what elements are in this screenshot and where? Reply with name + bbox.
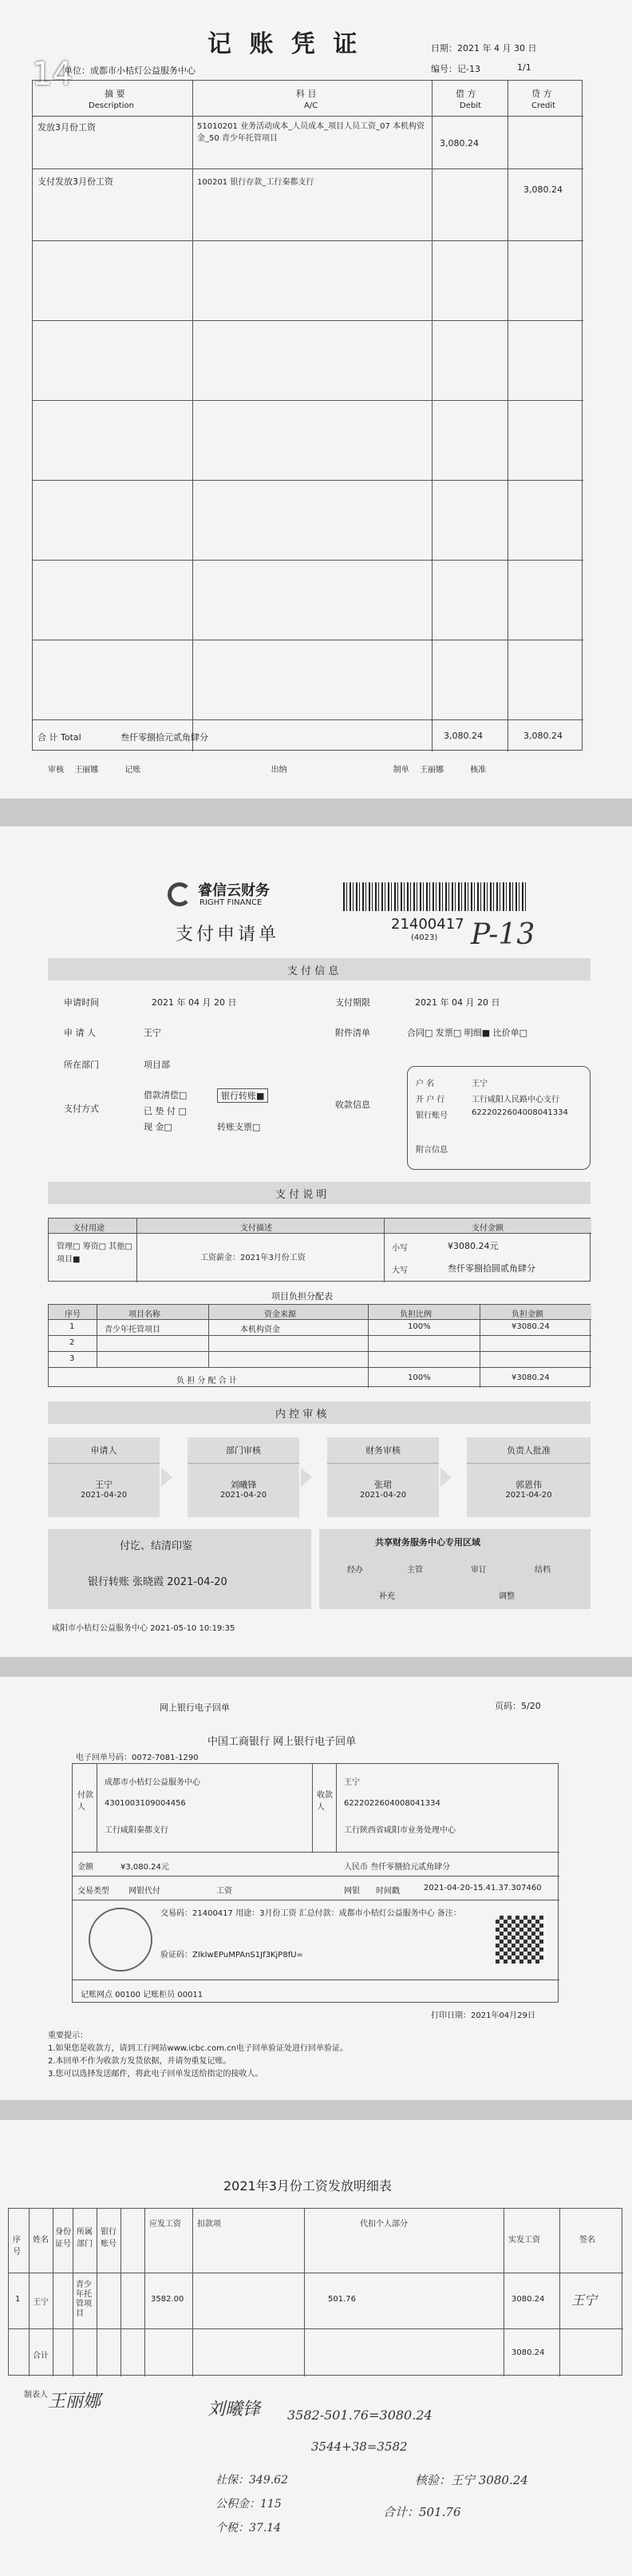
voucher-date: 日期：2021 年 4 月 30 日 (431, 43, 537, 54)
type-label: 交易类型 (77, 1887, 109, 1896)
note-item: 1.如果您是收款方，请到工行网站www.icbc.com.cn电子回单验证处进行回单验证。 (48, 2044, 349, 2053)
voucher-row-desc: 发放3月份工资 (38, 122, 96, 133)
col-credit-en: Credit (531, 101, 556, 110)
stage-date: 2021-04-20 (359, 1491, 407, 1500)
voucher-title: 记 账 凭 证 (207, 30, 362, 58)
payer-account: 4301003109004456 (105, 1799, 186, 1808)
total-net: 3080.24 (512, 2348, 545, 2357)
row-gross: 3582.00 (151, 2295, 184, 2304)
channel: 网银 (344, 1887, 360, 1896)
form-footer: 咸阳市小桔灯公益服务中心 2021-05-10 10:19:35 (52, 1624, 235, 1633)
payee-name-label: 户 名 (416, 1080, 435, 1088)
small-amount: ¥3080.24元 (448, 1241, 499, 1251)
stage-date: 2021-04-20 (219, 1491, 267, 1500)
payee-name: 王宁 (472, 1080, 488, 1088)
small-label: 小写 (392, 1244, 408, 1253)
applicant-label: 申 请 人 (64, 1028, 96, 1038)
pay-method-1: 借款清偿□ (144, 1090, 188, 1100)
receipt-no: 电子回单号码：0072-7081-1290 (76, 1754, 199, 1762)
hand-note: 核验：王宁 3080.24 (415, 2473, 528, 2487)
accounting-voucher (0, 0, 632, 799)
alloc-header-source: 资金来源 (264, 1310, 296, 1319)
time-label: 时间戳 (376, 1887, 400, 1896)
barcode-sub: (4023) (411, 933, 438, 942)
pay-method-4: 银行转账■ (217, 1088, 268, 1103)
header-deduct: 扣款项 (197, 2220, 221, 2229)
voucher-org: 单位：成都市小桔灯公益服务中心 (64, 65, 196, 76)
alloc-total-label: 负 担 分 配 合 计 (176, 1377, 237, 1385)
col-debit-en: Debit (460, 101, 481, 110)
shared-item: 调整 (499, 1592, 515, 1601)
receipt-verify: 验证码：ZIkIwEPuMPAnS1Jf3KjP8fU= (160, 1951, 303, 1960)
payee-bank: 工行咸阳人民路中心支行 (472, 1096, 559, 1104)
attachment-label: 附件清单 (335, 1028, 370, 1038)
shared-item: 结档 (535, 1566, 551, 1575)
payee-label: 收款信息 (335, 1100, 370, 1110)
alloc-row-no: 2 (69, 1338, 75, 1347)
header-account: 银行账号 (101, 2228, 117, 2249)
cashier-label: 出纳 (271, 766, 287, 775)
stage-title: 申请人 (48, 1437, 160, 1464)
alloc-row-amount: ¥3080.24 (512, 1322, 550, 1331)
header-no: 序号 (13, 2236, 21, 2257)
bank-receipt (0, 1677, 632, 2100)
barcode (343, 882, 527, 911)
desc-label: 支付描述 (240, 1224, 272, 1233)
type: 网银代付 (128, 1887, 160, 1896)
stage-approver (467, 1437, 591, 1517)
flow-arrow-icon (301, 1468, 312, 1487)
salary-table (8, 2208, 622, 2376)
pay-method-label: 支付方式 (64, 1104, 99, 1114)
col-credit: 贷 方 (531, 89, 552, 99)
voucher-row-debit: 3,080.24 (440, 138, 479, 149)
row-net: 3080.24 (512, 2295, 545, 2304)
bookkeeper-label: 记账 (124, 766, 141, 775)
payer-bank: 工行咸阳秦都支行 (105, 1826, 168, 1835)
alloc-row-name: 青少年托管项目 (105, 1326, 160, 1334)
stage-finance-review (327, 1437, 439, 1517)
col-debit: 借 方 (456, 89, 476, 99)
receipt-table (72, 1763, 559, 2003)
payee-account: 6222022604008041334 (344, 1799, 440, 1808)
voucher-row-account: 100201 银行存款_工行秦都支行 (197, 178, 314, 187)
big-amount: 叁仟零捌拾圆贰角肆分 (448, 1263, 535, 1274)
applicant: 王宁 (144, 1028, 161, 1038)
flow-arrow-icon (440, 1468, 452, 1487)
col-desc-en: Description (89, 101, 134, 110)
purposes: 管理□ 筹资□ 其他□ 项目■ (57, 1242, 132, 1264)
pay-desc-table (48, 1218, 591, 1282)
col-acct-en: A/C (304, 101, 318, 110)
purpose-label: 支付用途 (73, 1224, 105, 1233)
pay-deadline-label: 支付期限 (335, 997, 370, 1008)
notes-title: 重要提示： (48, 2031, 88, 2040)
brand-name: 睿信云财务 (198, 882, 270, 899)
alloc-table (48, 1304, 591, 1387)
alloc-total-amount: ¥3080.24 (512, 1373, 550, 1382)
maker-label: 制单 (393, 766, 409, 775)
maker-name: 王丽娜 (419, 766, 444, 775)
payer-name: 成都市小桔灯公益服务中心 (105, 1778, 200, 1787)
pay-method-3: 现 金□ (144, 1122, 172, 1132)
alloc-row-no: 1 (69, 1322, 75, 1331)
header-dept: 所属部门 (77, 2228, 93, 2249)
pay-deadline: 2021 年 04 月 20 日 (415, 997, 500, 1008)
payee-account: 6222022604008041334 (472, 1108, 568, 1117)
alloc-header-amount: 负担金额 (512, 1310, 543, 1319)
shared-item: 补充 (379, 1592, 395, 1601)
bank-seal (89, 1908, 152, 1972)
row-no: 1 (15, 2295, 21, 2304)
auditor-name: 王丽娜 (74, 766, 99, 775)
shared-item: 经办 (347, 1566, 363, 1575)
section-pay-info-title: 支 付 信 息 (287, 965, 339, 977)
total-credit: 3,080.24 (523, 731, 563, 741)
signature-label: 制表人 (24, 2391, 48, 2400)
stage-name: 郭恩伟 (515, 1480, 542, 1490)
receipt-detail: 交易码：21400417 用途：3月份工资 汇总付款：成都市小桔灯公益服务中心 备注： (160, 1909, 461, 1918)
receipt-page-no: 页码：5/20 (495, 1701, 541, 1711)
reviewer-signature: 刘曦锋 (207, 2400, 261, 2419)
alloc-header-ratio: 负担比例 (400, 1310, 432, 1319)
apply-time-label: 申请时间 (64, 997, 99, 1008)
dept: 项目部 (144, 1060, 170, 1070)
form-title: 支付申请单 (176, 925, 280, 945)
stage-applicant (48, 1437, 160, 1517)
pay-method-5: 转账支票□ (217, 1122, 261, 1132)
pay-method-2: 已 垫 付 □ (144, 1106, 187, 1116)
alloc-total-ratio: 100% (408, 1373, 431, 1382)
header-personal: 代扣个人部分 (360, 2220, 408, 2229)
header-name: 姓名 (33, 2236, 49, 2245)
section-audit-title: 内 控 审 核 (275, 1409, 327, 1421)
total-label: 合 计 Total (38, 732, 81, 743)
stage-date: 2021-04-20 (80, 1491, 128, 1500)
stage-name: 王宁 (95, 1480, 113, 1490)
header-gross: 应发工资 (149, 2220, 181, 2229)
auditor-label: 审核 (48, 766, 64, 775)
total-label: 合计 (33, 2352, 49, 2360)
receipt-header-left: 网上银行电子回单 (160, 1702, 230, 1713)
barcode-number: 21400417 (391, 916, 464, 933)
header-sign: 签名 (579, 2236, 595, 2245)
row-sign: 王宁 (571, 2293, 598, 2308)
hand-note: 公积金：115 (215, 2498, 282, 2511)
amount-label: 支付金额 (472, 1224, 504, 1233)
print-date: 打印日期：2021年04月29日 (431, 2011, 535, 2020)
qr-code-icon (496, 1916, 543, 1964)
alloc-row-source: 本机构资金 (240, 1326, 280, 1334)
payee-label: 收款人 (317, 1791, 333, 1812)
handwritten-code: P-13 (471, 918, 535, 951)
note-item: 3.您可以选择发送邮件，将此电子回单发送给指定的接收人。 (48, 2070, 263, 2079)
shared-item: 主管 (407, 1566, 423, 1575)
amount-label: 金额 (77, 1863, 93, 1872)
note-item: 2.本回单不作为收款方发货依据，并请勿重复记账。 (48, 2057, 231, 2066)
receipt-bank-title: 中国工商银行 网上银行电子回单 (207, 1736, 357, 1748)
pay-desc: 工资薪金：2021年3月份工资 (200, 1254, 306, 1262)
payee-bank: 工行陕西省咸阳市业务处理中心 (344, 1826, 456, 1835)
amount: ¥3,080.24元 (120, 1863, 169, 1872)
voucher-row-account: 51010201 业务活动成本_人员成本_项目人员工资_07 本机构资金_50 青少年托管项目 (197, 122, 425, 143)
alloc-row-ratio: 100% (408, 1322, 431, 1331)
voucher-row-credit: 3,080.24 (523, 184, 563, 195)
total-words: 叁仟零捌拾元贰角肆分 (120, 732, 208, 743)
maker-signature: 王丽娜 (48, 2392, 101, 2412)
alloc-row-no: 3 (69, 1354, 75, 1363)
row-dept: 青少年托管项目 (76, 2281, 92, 2318)
payment-application (0, 826, 632, 1657)
stage-title: 财务审核 (327, 1437, 439, 1464)
alloc-header-name: 项目名称 (128, 1310, 160, 1319)
stage-dept-review (188, 1437, 299, 1517)
receipt-counter: 记账网点 00100 记账柜员 00011 (81, 1991, 203, 1999)
alloc-header-no: 序号 (65, 1310, 81, 1319)
voucher-page: 1/1 (517, 62, 531, 73)
voucher-table (32, 80, 583, 751)
remark-label: 附言信息 (416, 1146, 448, 1155)
dept-label: 所在部门 (64, 1060, 99, 1070)
hand-note: 合计：501.76 (383, 2505, 461, 2519)
total-debit: 3,080.24 (444, 731, 483, 741)
header-net: 实发工资 (508, 2236, 540, 2245)
alloc-title: 项目负担分配表 (271, 1291, 333, 1302)
attachments: 合同□ 发票□ 明细■ 比价单□ (407, 1028, 528, 1038)
row-name: 王宁 (33, 2298, 49, 2307)
hand-note: 3544+38=3582 (311, 2439, 408, 2454)
big-label: 大写 (392, 1266, 408, 1275)
stage-date: 2021-04-20 (505, 1491, 552, 1500)
brand-name-en: RIGHT FINANCE (199, 898, 263, 907)
memo: 工资 (216, 1887, 232, 1896)
row-deduct: 501.76 (328, 2295, 356, 2304)
payee-bank-label: 开 户 行 (416, 1096, 445, 1104)
stage-name: 刘曦锋 (230, 1480, 257, 1490)
payee-name: 王宁 (344, 1778, 360, 1787)
checker-label: 核准 (470, 766, 487, 775)
time: 2021-04-20-15.41.37.307460 (424, 1884, 542, 1892)
paid-note: 银行转账 张晓霞 2021-04-20 (88, 1576, 227, 1588)
shared-center-title: 共享财务服务中心专用区域 (375, 1537, 480, 1548)
section-pay-desc-title: 支 付 说 明 (275, 1189, 327, 1201)
salary-title: 2021年3月份工资发放明细表 (223, 2178, 392, 2194)
apply-time: 2021 年 04 月 20 日 (152, 997, 237, 1008)
payee-box (407, 1066, 591, 1170)
stage-title: 部门审核 (188, 1437, 299, 1464)
stage-title: 负责人批准 (467, 1437, 591, 1464)
stage-name: 张珺 (374, 1480, 392, 1490)
hand-note: 个税：37.14 (215, 2522, 282, 2534)
shared-item: 审订 (471, 1566, 487, 1575)
header-id: 身份证号 (55, 2228, 71, 2249)
payee-account-label: 银行账号 (416, 1112, 448, 1120)
payer-label: 付款人 (77, 1791, 93, 1812)
salary-detail (0, 2120, 632, 2576)
hand-note: 3582-501.76=3080.24 (287, 2408, 433, 2423)
col-desc: 摘 要 (105, 89, 125, 99)
flow-arrow-icon (161, 1468, 172, 1487)
voucher-number: 编号：记-13 (431, 64, 480, 74)
col-acct: 科 目 (296, 89, 317, 99)
paid-stamp-title: 付讫、结清印鉴 (120, 1540, 193, 1552)
hand-note: 社保：349.62 (215, 2474, 288, 2487)
amount-words: 人民币 叁仟零捌拾元贰角肆分 (344, 1863, 451, 1872)
brand-logo-icon (168, 882, 192, 906)
voucher-row-desc: 支付发放3月份工资 (38, 176, 113, 187)
photo-index: 14 (32, 56, 73, 93)
signature-row (48, 763, 591, 775)
